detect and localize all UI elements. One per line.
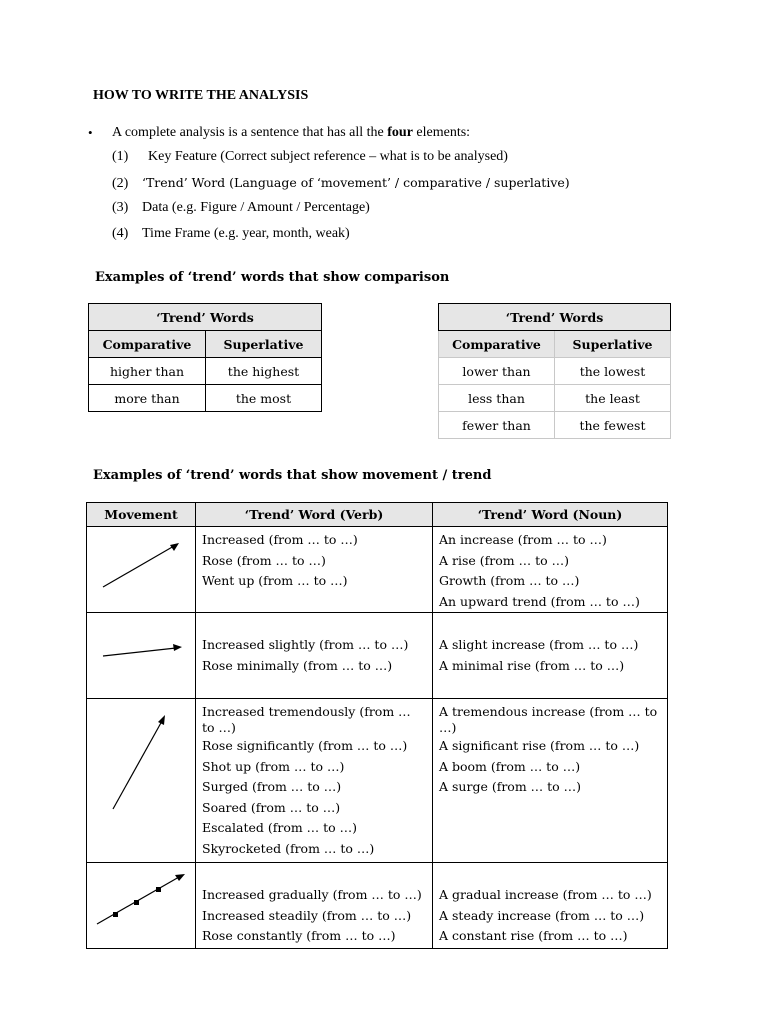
bullet-icon: • bbox=[88, 125, 93, 140]
element-number: (1) bbox=[112, 149, 129, 164]
table-row bbox=[439, 385, 671, 412]
noun-item: A tremendous increase (from … to …) bbox=[439, 704, 658, 735]
element-number: (4) bbox=[112, 225, 129, 241]
noun-item: An increase (from … to …) bbox=[439, 532, 607, 547]
element-number: (3) bbox=[112, 200, 129, 215]
movement-cell bbox=[87, 613, 196, 699]
table-row bbox=[87, 699, 668, 863]
rising-arrow-icon bbox=[87, 527, 195, 613]
gradual-rising-arrow-icon bbox=[87, 863, 195, 949]
column-header-comparative: Comparative bbox=[89, 331, 206, 358]
verb-item: Rose significantly (from … to …) bbox=[202, 738, 408, 753]
verb-item: Soared (from … to …) bbox=[202, 799, 341, 815]
table-header: ‘Trend’ Words bbox=[89, 304, 322, 331]
movement-table bbox=[86, 502, 668, 949]
table-header: ‘Trend’ Words bbox=[439, 304, 671, 331]
movement-cell bbox=[87, 527, 196, 613]
verb-item: Surged (from … to …) bbox=[202, 779, 342, 794]
column-header-superlative: Superlative bbox=[206, 331, 322, 358]
intro-text-after: elements: bbox=[412, 125, 471, 140]
column-header-verb: ‘Trend’ Word (Verb) bbox=[196, 503, 433, 527]
slight-rising-arrow-icon bbox=[87, 613, 195, 699]
table-cell: the lowest bbox=[555, 358, 671, 385]
table-cell: the fewest bbox=[555, 412, 671, 439]
verb-item: Skyrocketed (from … to …) bbox=[202, 840, 375, 856]
table-row bbox=[89, 385, 322, 412]
noun-item: A constant rise (from … to …) bbox=[439, 928, 628, 943]
verb-item: Increased (from … to …) bbox=[202, 532, 358, 547]
movement-cell bbox=[87, 863, 196, 949]
element-item bbox=[88, 173, 688, 199]
comparison-section-title: Examples of ‘trend’ words that show comparison bbox=[95, 270, 450, 285]
noun-item: A minimal rise (from … to …) bbox=[439, 657, 625, 673]
verb-item: Increased steadily (from … to …) bbox=[202, 907, 412, 923]
table-cell: the most bbox=[206, 385, 322, 412]
noun-item: A steady increase (from … to …) bbox=[439, 907, 645, 923]
element-text: Data (e.g. Figure / Amount / Percentage) bbox=[142, 200, 370, 215]
noun-item: Growth (from … to …) bbox=[439, 573, 580, 588]
table-cell: the highest bbox=[206, 358, 322, 385]
element-text: Time Frame (e.g. year, month, weak) bbox=[142, 225, 350, 241]
verb-item: Rose constantly (from … to …) bbox=[202, 928, 396, 943]
table-cell: fewer than bbox=[439, 412, 555, 439]
noun-item: A significant rise (from … to …) bbox=[439, 738, 640, 753]
noun-cell bbox=[433, 527, 668, 613]
element-item bbox=[88, 224, 688, 250]
column-header-superlative: Superlative bbox=[555, 331, 671, 358]
table-row bbox=[89, 358, 322, 385]
element-text: Key Feature (Correct subject reference – what is to be analysed) bbox=[148, 149, 508, 164]
element-item bbox=[88, 147, 688, 173]
verb-item: Increased gradually (from … to …) bbox=[202, 887, 422, 902]
noun-cell bbox=[433, 863, 668, 949]
element-number: (2) bbox=[112, 175, 129, 191]
verb-item: Went up (from … to …) bbox=[202, 573, 348, 588]
table-cell: the least bbox=[555, 385, 671, 412]
verb-item: Rose (from … to …) bbox=[202, 552, 326, 568]
noun-item: A rise (from … to …) bbox=[439, 552, 569, 568]
column-header-comparative: Comparative bbox=[439, 331, 555, 358]
table-cell: more than bbox=[89, 385, 206, 412]
verb-cell bbox=[196, 527, 433, 613]
noun-cell bbox=[433, 699, 668, 863]
comparison-table-left bbox=[88, 303, 322, 412]
table-cell: lower than bbox=[439, 358, 555, 385]
movement-cell bbox=[87, 699, 196, 863]
elements-list bbox=[88, 123, 688, 249]
noun-cell bbox=[433, 613, 668, 699]
noun-item: A boom (from … to …) bbox=[439, 758, 581, 774]
noun-item: A surge (from … to …) bbox=[439, 779, 582, 794]
table-row bbox=[439, 358, 671, 385]
table-row bbox=[87, 613, 668, 699]
verb-item: Increased tremendously (from … to …) bbox=[202, 704, 411, 735]
steep-rising-arrow-icon bbox=[87, 699, 195, 863]
verb-cell bbox=[196, 699, 433, 863]
comparison-table-right bbox=[438, 303, 671, 439]
verb-item: Rose minimally (from … to …) bbox=[202, 657, 393, 673]
table-cell: less than bbox=[439, 385, 555, 412]
movement-section-title: Examples of ‘trend’ words that show movement / trend bbox=[93, 468, 492, 483]
verb-cell bbox=[196, 613, 433, 699]
verb-item: Escalated (from … to …) bbox=[202, 820, 358, 835]
column-header-movement: Movement bbox=[87, 503, 196, 527]
noun-item: A slight increase (from … to …) bbox=[439, 637, 639, 652]
element-item bbox=[88, 198, 688, 224]
table-cell: higher than bbox=[89, 358, 206, 385]
noun-item: A gradual increase (from … to …) bbox=[439, 887, 652, 902]
intro-text-before: A complete analysis is a sentence that has all the bbox=[112, 125, 388, 140]
table-row bbox=[87, 527, 668, 613]
page-heading: HOW TO WRITE THE ANALYSIS bbox=[93, 88, 309, 103]
noun-item: An upward trend (from … to …) bbox=[439, 593, 640, 609]
verb-item: Increased slightly (from … to …) bbox=[202, 637, 409, 652]
element-text: ‘Trend’ Word (Language of ‘movement’ / comparative / superlative) bbox=[142, 174, 570, 190]
table-row bbox=[87, 863, 668, 949]
verb-cell bbox=[196, 863, 433, 949]
verb-item: Shot up (from … to …) bbox=[202, 758, 345, 774]
bullet-intro bbox=[88, 123, 688, 143]
table-row bbox=[439, 412, 671, 439]
column-header-noun: ‘Trend’ Word (Noun) bbox=[433, 503, 668, 527]
intro-text-bold: four bbox=[387, 125, 413, 140]
